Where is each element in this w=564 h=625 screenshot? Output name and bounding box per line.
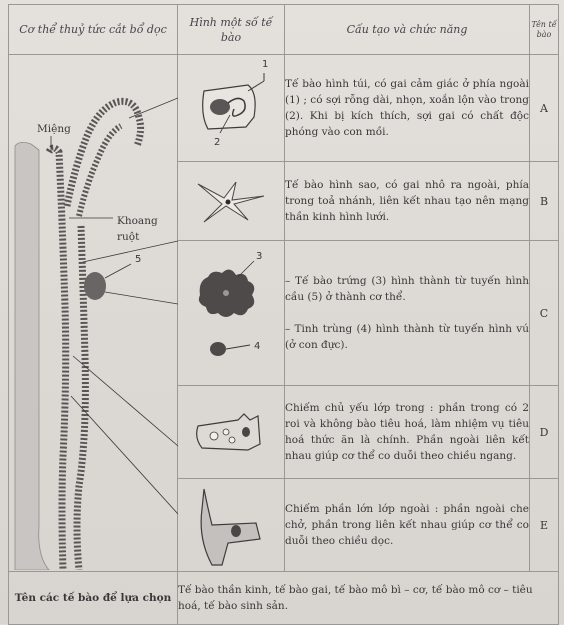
table-row [9,55,559,162]
gland-number-5: 5 [135,254,142,265]
row-e-letter: E [530,479,559,572]
figure-number-1: 1 [262,59,269,70]
nerve-cell-drawing [178,162,285,240]
figure-number-4: 4 [254,341,261,352]
row-b-letter: B [530,162,559,241]
row-a-letter: A [530,55,559,162]
gastric-cavity-label-2: ruột [117,231,140,243]
cell-types-table [8,4,559,625]
epithelial-muscle-cell-drawing [178,479,285,571]
hydra-body-drawing [9,56,178,570]
mouth-label: Miệng [37,123,71,135]
figure-number-3: 3 [256,251,263,262]
hydra-section-figure [9,55,178,572]
cell-names-label: Tên các tế bào để lựa chọn [9,572,178,625]
row-c-description: – Tế bào trứng (3) hình thành từ tuyến hình cầu (5) ở thành cơ thể. – Tinh trùng (4) hình thành từ tuyến hình vú (ở con đực). [285,241,530,386]
row-c-letter: C [530,241,559,386]
header-body-section: Cơ thể thuỷ tức cắt bổ dọc [9,5,178,55]
cnidocyte-drawing [178,55,285,161]
row-b-description: Tế bào hình sao, có gai nhô ra ngoài, phía trong toả nhánh, liên kết nhau tạo nên mạng thần kinh hình lưới. [285,162,530,241]
reproductive-cell-image [178,241,285,386]
table-header-row [9,5,559,55]
cell-names-options: Tế bào thần kinh, tế bào gai, tế bào mô bì – cơ, tế bào mô cơ – tiêu hoá, tế bào sinh sản. [178,572,559,625]
gastric-cavity-label-1: Khoang [117,215,158,227]
row-d-description: Chiếm chủ yếu lớp trong : phần trong có 2 roi và không bào tiêu hoá, làm nhiệm vụ tiêu hoá thức ăn là chính. Phần ngoài liên kết nhau giúp cơ thể co duỗi theo chiều ngang. [285,386,530,479]
row-e-description: Chiếm phần lớn lớp ngoài : phần ngoài che chở, phần trong liên kết nhau giúp cơ thể co duỗi theo chiều dọc. [285,479,530,572]
stinging-cell-image [178,55,285,162]
header-structure-function: Cấu tạo và chức năng [285,5,530,55]
header-cell-name: Tên tế bào [530,5,559,55]
row-a-description: Tế bào hình túi, có gai cảm giác ở phía ngoài (1) ; có sợi rỗng dài, nhọn, xoắn lộn vào trong (2). Khi bị kích thích, sợi gai có chất độc phóng vào con mồi. [285,55,530,162]
nerve-cell-image [178,162,285,241]
row-d-letter: D [530,386,559,479]
table-footer-row [9,572,559,625]
egg-and-sperm-drawing [178,241,285,385]
digestive-cell-image [178,386,285,479]
digestive-muscle-cell-drawing [178,386,285,478]
figure-number-2: 2 [214,137,221,148]
header-cell-images: Hình một số tế bào [178,5,285,55]
epithelial-cell-image [178,479,285,572]
